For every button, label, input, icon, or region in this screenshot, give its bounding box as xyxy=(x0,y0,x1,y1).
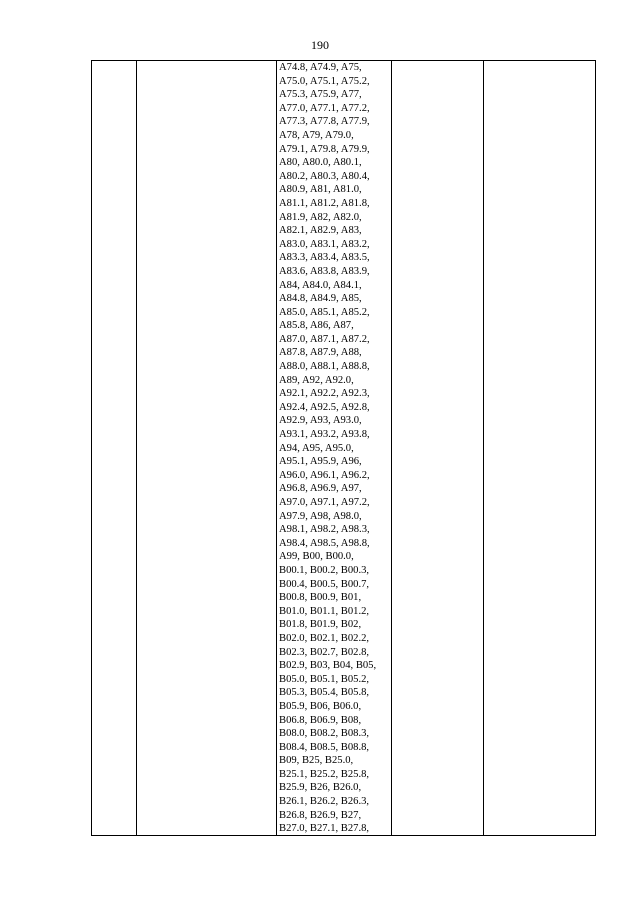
code-line: A92.1, A92.2, A92.3, xyxy=(279,388,370,400)
code-line: A78, A79, A79.0, xyxy=(279,129,354,141)
code-line: A97.9, A98, A98.0, xyxy=(279,510,362,522)
code-line: A87.8, A87.9, A88, xyxy=(279,347,362,359)
code-line: A83.3, A83.4, A83.5, xyxy=(279,252,370,264)
code-line: A77.0, A77.1, A77.2, xyxy=(279,102,370,114)
code-line: B05.9, B06, B06.0, xyxy=(279,700,362,712)
code-line: A92.4, A92.5, A92.8, xyxy=(279,401,370,413)
code-line: B27.0, B27.1, B27.8, xyxy=(279,823,370,835)
code-line: A96.0, A96.1, A96.2, xyxy=(279,469,370,481)
code-line: A82.1, A82.9, A83, xyxy=(279,225,362,237)
code-line: A84, A84.0, A84.1, xyxy=(279,279,362,291)
code-line: A93.1, A93.2, A93.8, xyxy=(279,429,370,441)
code-line: B06.8, B06.9, B08, xyxy=(279,714,362,726)
code-line: B08.0, B08.2, B08.3, xyxy=(279,728,370,740)
code-line: A75.3, A75.9, A77, xyxy=(279,89,362,101)
code-line: A80.9, A81, A81.0, xyxy=(279,184,362,196)
code-line: B00.8, B00.9, B01, xyxy=(279,592,362,604)
code-line: A87.0, A87.1, A87.2, xyxy=(279,333,370,345)
code-line: B00.4, B00.5, B00.7, xyxy=(279,578,370,590)
code-line: B02.9, B03, B04, B05, xyxy=(279,660,377,672)
code-line: A88.0, A88.1, A88.8, xyxy=(279,361,370,373)
code-line: A80.2, A80.3, A80.4, xyxy=(279,170,370,182)
code-line: B25.9, B26, B26.0, xyxy=(279,782,362,794)
code-line: B08.4, B08.5, B08.8, xyxy=(279,741,370,753)
code-line: A81.1, A81.2, A81.8, xyxy=(279,197,370,209)
table-column-divider xyxy=(136,61,137,835)
table-column-divider xyxy=(391,61,392,835)
document-table xyxy=(91,60,596,836)
code-line: A94, A95, A95.0, xyxy=(279,442,354,454)
code-line: B05.0, B05.1, B05.2, xyxy=(279,673,370,685)
diagnosis-codes-cell xyxy=(277,61,391,836)
page-number: 190 xyxy=(311,38,329,52)
code-line: A98.4, A98.5, A98.8, xyxy=(279,537,370,549)
code-line: B26.1, B26.2, B26.3, xyxy=(279,796,370,808)
code-line: A83.0, A83.1, A83.2, xyxy=(279,238,370,250)
table-column-divider xyxy=(483,61,484,835)
code-line: A99, B00, B00.0, xyxy=(279,551,354,563)
code-line: A80, A80.0, A80.1, xyxy=(279,157,362,169)
code-line: A77.3, A77.8, A77.9, xyxy=(279,116,370,128)
code-line: B25.1, B25.2, B25.8, xyxy=(279,768,370,780)
code-line: A85.0, A85.1, A85.2, xyxy=(279,306,370,318)
code-line: A83.6, A83.8, A83.9, xyxy=(279,265,370,277)
code-line: B00.1, B00.2, B00.3, xyxy=(279,564,370,576)
code-line: A75.0, A75.1, A75.2, xyxy=(279,75,370,87)
code-line: B01.0, B01.1, B01.2, xyxy=(279,605,370,617)
code-line: B02.3, B02.7, B02.8, xyxy=(279,646,370,658)
code-line: A81.9, A82, A82.0, xyxy=(279,211,362,223)
code-line: A89, A92, A92.0, xyxy=(279,374,354,386)
code-line: B26.8, B26.9, B27, xyxy=(279,809,362,821)
code-line: B09, B25, B25.0, xyxy=(279,755,354,767)
code-line: A92.9, A93, A93.0, xyxy=(279,415,362,427)
code-line: B01.8, B01.9, B02, xyxy=(279,619,362,631)
code-line: A84.8, A84.9, A85, xyxy=(279,293,362,305)
code-line: A97.0, A97.1, A97.2, xyxy=(279,497,370,508)
code-line: A85.8, A86, A87, xyxy=(279,320,354,332)
code-line: A79.1, A79.8, A79.9, xyxy=(279,143,370,155)
code-line: A74.8, A74.9, A75, xyxy=(279,62,362,73)
code-line: B05.3, B05.4, B05.8, xyxy=(279,687,370,699)
code-line: A96.8, A96.9, A97, xyxy=(279,483,362,495)
code-line: A98.1, A98.2, A98.3, xyxy=(279,524,370,536)
code-line: A95.1, A95.9, A96, xyxy=(279,456,362,468)
code-line: B02.0, B02.1, B02.2, xyxy=(279,632,370,644)
